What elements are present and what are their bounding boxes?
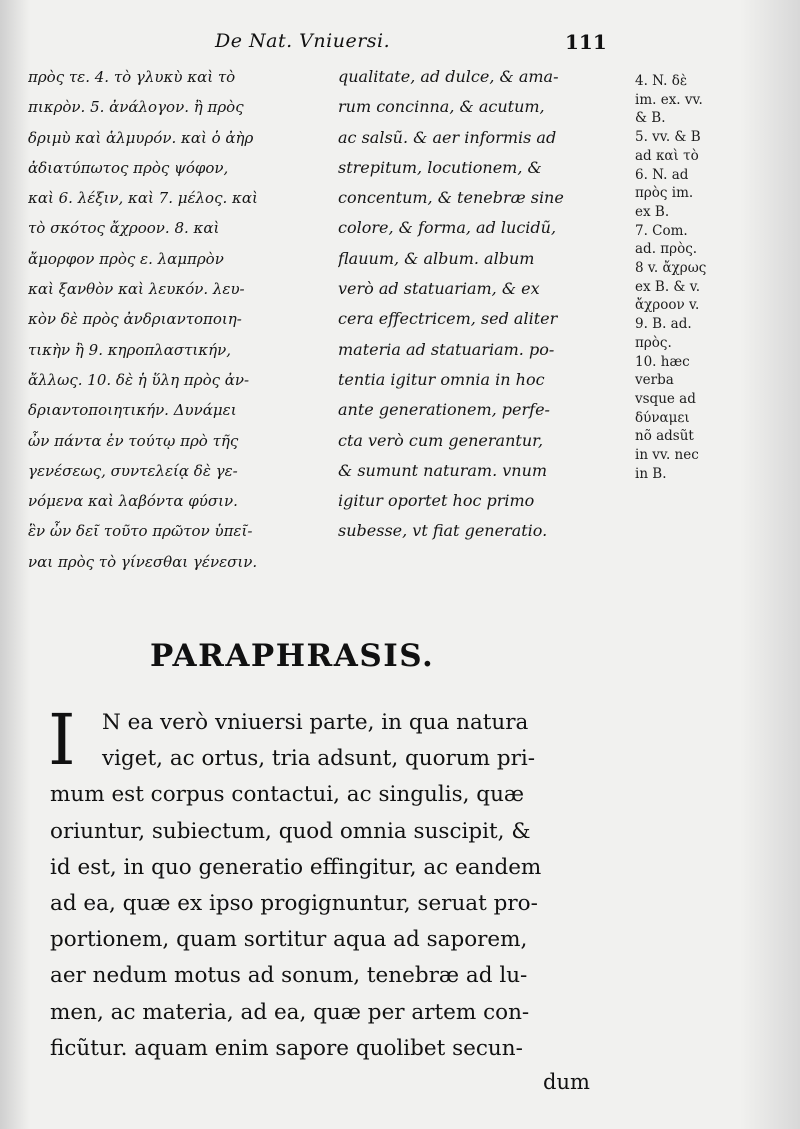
margin-note-line: πρὸς. <box>635 334 672 351</box>
margin-note-line: nõ adsũt <box>635 428 694 445</box>
latin-line: subesse, vt fiat generatio. <box>338 521 548 541</box>
margin-note-line: in B. <box>635 465 667 482</box>
latin-line: & sumunt naturam. vnum <box>338 460 548 480</box>
margin-note-line: vsque ad <box>635 390 696 407</box>
page-edge-shadow <box>740 0 800 1129</box>
margin-note-line: 5. vv. & B <box>635 129 701 146</box>
paraphrasis-body <box>48 699 630 1067</box>
margin-note-line: 10. hæc <box>635 353 690 370</box>
margin-note-line: 8 v. ἄχρως <box>635 260 707 277</box>
margin-note-line: 6. N. ad <box>635 166 689 183</box>
catchword: dum <box>543 1070 590 1094</box>
body-line: N ea verò vniuersi parte, in qua natura <box>102 710 529 735</box>
greek-text-column <box>28 62 328 577</box>
greek-line: ἀδιατύπωτος πρὸς ψόφον, <box>28 158 229 177</box>
greek-line: νόμενα καὶ λαβόντα φύσιν. <box>28 492 238 511</box>
latin-line: ac salsũ. & aer informis ad <box>338 127 557 147</box>
latin-line: concentum, & tenebræ sine <box>338 188 564 208</box>
greek-line: καὶ 6. λέξιν, καὶ 7. μέλος. καὶ <box>28 189 258 208</box>
margin-note-line: ad. πρὸς. <box>635 241 698 258</box>
margin-note-line: ad καὶ τὸ <box>635 147 699 164</box>
greek-line: κὸν δὲ πρὸς ἀνδριαντοποιη- <box>28 310 242 329</box>
latin-line: ante generationem, perfe- <box>338 400 550 420</box>
margin-note-line: verba <box>635 372 674 389</box>
margin-note-line: 9. B. ad. <box>635 316 692 333</box>
greek-line: τὸ σκότος ἄχροον. 8. καὶ <box>28 219 220 238</box>
greek-line: ἓν ὦν δεῖ τοῦτο πρῶτον ὑπεῖ- <box>28 522 253 541</box>
latin-line: strepitum, locutionem, & <box>338 157 542 177</box>
latin-line: cta verò cum generantur, <box>338 430 544 450</box>
greek-line: καὶ ξανθὸν καὶ λευκόν. λευ- <box>28 280 245 299</box>
greek-line: ἄλλως. 10. δὲ ἡ ὕλη πρὸς ἀν- <box>28 370 250 389</box>
body-line: oriuntur, subiectum, quod omnia suscipit, & <box>50 818 531 844</box>
latin-line: colore, & forma, ad lucidũ, <box>338 218 557 238</box>
latin-line: tentia igitur omnia in hoc <box>338 369 545 389</box>
body-line: ficũtur. aquam enim sapore quolibet secun- <box>50 1035 523 1061</box>
running-head: De Nat. Vniuersi. <box>215 30 391 52</box>
margin-note-line: πρὸς im. <box>635 185 694 202</box>
greek-line: δριαντοποιητικήν. Δυνάμει <box>28 401 237 420</box>
margin-notes <box>635 72 735 483</box>
latin-line: rum concinna, & acutum, <box>338 97 545 117</box>
body-line: aer nedum motus ad sonum, tenebræ ad lu- <box>50 963 528 989</box>
body-line: viget, ac ortus, tria adsunt, quorum pri- <box>102 746 536 772</box>
latin-line: verò ad statuariam, & ex <box>338 279 540 299</box>
greek-line: δριμὺ καὶ ἁλμυρόν. καὶ ὁ ἀὴρ <box>28 128 254 147</box>
body-line: men, ac materia, ad ea, quæ per artem con- <box>50 999 530 1025</box>
page-number: 111 <box>565 30 607 54</box>
margin-note-line: 4. N. δὲ <box>635 73 688 89</box>
page-gutter-shadow <box>0 0 30 1129</box>
margin-note-line: & B. <box>635 110 666 127</box>
margin-note-line: δύναμει <box>635 409 690 426</box>
body-line: portionem, quam sortitur aqua ad saporem, <box>50 927 528 953</box>
greek-line: ναι πρὸς τὸ γίνεσθαι γένεσιν. <box>28 552 258 571</box>
greek-line: πικρὸν. 5. ἀνάλογον. ἢ πρὸς <box>28 98 244 117</box>
margin-note-line: ex B. <box>635 203 670 220</box>
latin-line: flauum, & album. album <box>338 248 535 268</box>
body-line: mum est corpus contactui, ac singulis, quæ <box>50 782 525 808</box>
margin-note-line: ex B. & v. <box>635 278 701 295</box>
greek-line: τικὴν ἢ 9. κηροπλαστικήν, <box>28 340 232 359</box>
greek-line: ἄμορφον πρὸς ε. λαμπρὸν <box>28 249 224 268</box>
greek-line: πρὸς τε. 4. τὸ γλυκὺ καὶ τὸ <box>28 68 236 86</box>
latin-line: qualitate, ad dulce, & ama- <box>338 67 559 86</box>
body-line: id est, in quo generatio effingitur, ac eandem <box>50 854 542 880</box>
drop-cap: I <box>48 699 76 781</box>
margin-note-line: in vv. nec <box>635 447 699 464</box>
margin-note-line: 7. Com. <box>635 222 688 239</box>
section-heading: PARAPHRASIS. <box>150 638 435 674</box>
latin-line: igitur oportet hoc primo <box>338 491 535 511</box>
body-line: ad ea, quæ ex ipso progignuntur, seruat pro- <box>50 891 538 917</box>
latin-text-column <box>338 62 628 547</box>
greek-line: ὦν πάντα ἐν τούτῳ πρὸ τῆς <box>28 431 239 450</box>
greek-line: γενέσεως, συντελείᾳ δὲ γε- <box>28 461 238 480</box>
latin-line: materia ad statuariam. po- <box>338 339 555 359</box>
margin-note-line: im. ex. vv. <box>635 91 703 108</box>
margin-note-line: ἄχροον v. <box>635 297 700 314</box>
latin-line: cera effectricem, sed aliter <box>338 309 558 329</box>
